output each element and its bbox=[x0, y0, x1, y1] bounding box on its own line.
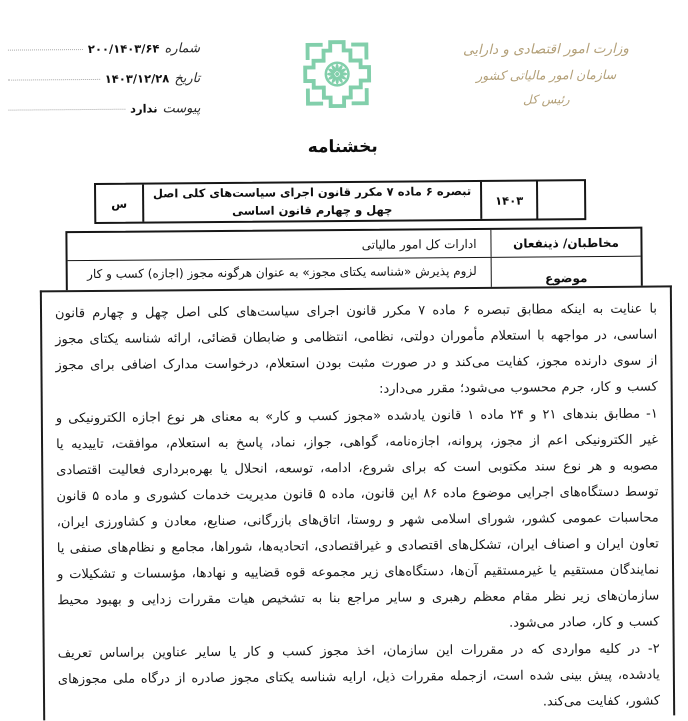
letterhead-fields bbox=[8, 41, 201, 133]
director-general-title: رئیس کل bbox=[522, 92, 570, 107]
recipients-label: مخاطبان/ ذینفعان bbox=[490, 229, 640, 257]
organization-title-block bbox=[428, 35, 665, 112]
tax-emblem-icon bbox=[295, 32, 380, 117]
body-text-box bbox=[40, 285, 675, 720]
dotted-leader bbox=[8, 79, 100, 81]
classification-law-title-cell: تبصره ۶ ماده ۷ مکرر قانون اجرای سیاست‌های کلی اصل چهل و چهارم قانون اساسی bbox=[144, 182, 482, 222]
body-paragraph-item-2: ۲- در کلیه مواردی که در مقررات این سازمان، اخذ مجوز کسب و کار یا سایر عناوین براساس تعریف یادشده، پیش بینی شده است، ازجمله مقررات ذیل، ارایه شناسه یکتای مجوز صادره از درگاه ملی مجوزهای کشور، کفایت می‌کند. bbox=[57, 641, 661, 710]
dotted-leader bbox=[8, 49, 83, 51]
body-paragraph-item-1: ۱- مطابق بندهای ۲۱ و ۲۴ ماده ۱ قانون یادشده «مجوز کسب و کار» به معنای هر نوع اجازه الکترونیکی و غیر الکترونیکی اعم از مجوز، پروانه، اجازه‌نامه، گواهی، جواز، نماد، پاسخ به استعلام، موافقت، تاییدیه یا مصوبه و هر نوع سند مکتوبی است که برای شروع، ادامه، توسعه، انحلال یا بهره‌برداری فعالیت اقتصادی توسط دستگاه‌های اجرایی موضوع ماده ۸۶ این قانون، ماده ۵ قانون مدیریت خدمات کشوری و ماده ۵ قانون محاسبات عمومی کشور، شورای اسلامی شهر و روستا، اتاق‌های بازرگانی، صنایع، معادن و کشاورزی ایران، تعاون ایران و اصناف ایران، تشکل‌های اقتصادی و غیراقتصادی، اتحادیه‌ها، شوراها، مجامع و نظام‌های صنفی یا نمایندگان مستقیم یا غیرمستقیم آن‌ها، دستگاه‌های زیر مجموعه قوه قضاییه و نهادها، مؤسسات و تشکیلات و سازمان‌های زیر نظر مقام معظم رهبری و سایر مراجع بنا به تشخیص هیات مقررات زدایی و بهبود محیط کسب و کار، صادر می‌شود. bbox=[55, 406, 660, 631]
field-row-attachment bbox=[8, 101, 200, 122]
organization-name: سازمان امور مالیاتی کشور bbox=[476, 66, 617, 83]
recipients-value: ادارات کل امور مالیاتی bbox=[361, 236, 477, 252]
number-value: ۲۰۰/۱۴۰۳/۶۴ bbox=[87, 41, 160, 57]
subject-label: موضوع bbox=[491, 257, 641, 299]
field-row-number bbox=[8, 41, 200, 62]
classification-blank-cell bbox=[538, 181, 584, 218]
number-label: شماره bbox=[164, 41, 201, 57]
dotted-leader bbox=[8, 109, 125, 111]
doc-type-title: بخشنامه bbox=[307, 136, 378, 158]
classification-series-letter-cell: س bbox=[96, 185, 144, 222]
subject-value: لزوم پذیرش «شناسه یکتای مجوز» به عنوان هرگونه مجوز (اجازه) کسب و کار bbox=[87, 263, 477, 282]
date-value: ۱۴۰۳/۱۲/۲۸ bbox=[104, 71, 170, 86]
ministry-name: وزارت امور اقتصادی و دارایی bbox=[462, 40, 629, 59]
body-paragraph-intro: با عنایت به اینکه مطابق تبصره ۶ ماده ۷ مکرر قانون اجرای سیاست‌های کلی اصل چهل و چهارم قانون اساسی، در مواجهه با استعلام مأموران دولتی، نظامی، انتظامی و ضابطان قضائی، ارائه شناسه یکتای مجوز از سوی دارنده مجوز، کفایت می‌کند و در صورت مثبت بودن استعلام، درخواست مدارک اضافی برای مجوز کسب و کار، جرم محسوب می‌شود؛ مقرر می‌دارد: bbox=[54, 301, 658, 397]
classification-table bbox=[94, 179, 586, 224]
classification-year-cell: ۱۴۰۳ bbox=[482, 181, 538, 218]
attachment-label: پیوست bbox=[162, 101, 201, 117]
date-label: تاریخ bbox=[174, 71, 201, 87]
recipients-row bbox=[67, 229, 640, 260]
letterhead bbox=[0, 27, 687, 132]
field-row-date bbox=[8, 71, 200, 92]
attachment-value: ندارد bbox=[130, 101, 158, 116]
